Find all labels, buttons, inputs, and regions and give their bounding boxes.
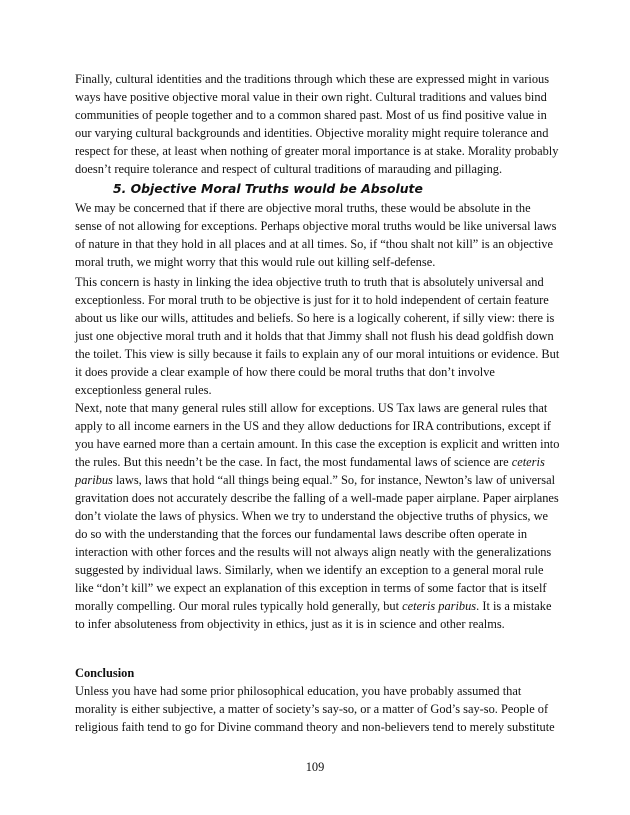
italic-term: ceteris paribus bbox=[402, 599, 477, 613]
conclusion-heading: Conclusion bbox=[75, 666, 135, 680]
paragraph-text: We may be concerned that if there are objective moral truths, these would be absolute in the sense of not allowing for exceptions. Perhaps objective moral truths would be like universal laws of nature in that they hold in all places and at all times. So, if “thou shalt not kill” is an objective moral truth, we might worry that this would rule out killing self-defense. bbox=[75, 201, 557, 269]
paragraph-text: This concern is hasty in linking the idea objective truth to truth that is absolutely universal and exceptionless. For moral truth to be objective is just for it to hold independent of certain feature about us like our wills, attitudes and beliefs. So here is a logically coherent, if silly view: there is just one objective moral truth and it holds that that Jimmy shall not flush his dead goldfish down the toilet. This view is silly because it fails to explain any of our moral intuitions or evidence. But it does provide a clear example of how there could be moral truths that don’t involve exceptionless general rules. bbox=[75, 275, 560, 397]
text-run: Next, note that many general rules still allow for exceptions. US Tax laws are general rules that apply to all income earners in the US and they allow deductions for IRA contributions, except if you have earned more than a certain amount. In this case the exception is explicit and written into the rules. But this needn’t be the case. In fact, the most fundamental laws of science are bbox=[75, 401, 560, 469]
paragraph-hasty-concern bbox=[75, 273, 560, 399]
paragraph-text: Unless you have had some prior philosophical education, you have probably assumed that morality is either subjective, a matter of society’s say-so, or a matter of God’s say-so. People of religious faith tend to go for Divine command theory and non-believers tend to merely substitute bbox=[75, 684, 555, 734]
text-run: laws, laws that hold “all things being equal.” So, for instance, Newton’s law of universal gravitation does not accurately describe the falling of a well-made paper airplane. Paper airplanes don’t violate the laws of physics. When we try to understand the objective truths of physics, we do so with the understanding that the forces our fundamental laws describe often operate in interaction with other forces and the results will not always align neatly with the generalizations suggested by individual laws. Similarly, when we identify an exception to a general moral rule like “don’t kill” we expect an explanation of this exception in terms of some factor that is itself morally compelling. Our moral rules typically hold generally, but bbox=[75, 473, 559, 613]
paragraph-text bbox=[75, 399, 560, 633]
text-run: . It is a mistake to infer absoluteness from objectivity in ethics, just as it is in science and other realms. bbox=[75, 599, 552, 631]
italic-term: ceteris paribus bbox=[75, 455, 545, 487]
page-number: 109 bbox=[305, 760, 325, 774]
paragraph-cultural-traditions bbox=[75, 70, 560, 178]
section-heading: 5. Objective Moral Truths would be Absolute bbox=[113, 181, 423, 196]
paragraph-absolute-concern bbox=[75, 199, 560, 271]
paragraph-text: Finally, cultural identities and the traditions through which these are expressed might in various ways have positive objective moral value in their own right. Cultural traditions and values bind communities of people together and to a common shared past. Most of us find positive value in our varying cultural backgrounds and identities. Objective morality might require tolerance and respect for these, at least when nothing of greater moral importance is at stake. Morality probably doesn’t require tolerance and respect of cultural traditions of marauding and pillaging. bbox=[75, 72, 559, 176]
paragraph-conclusion bbox=[75, 682, 560, 736]
paragraph-general-rules bbox=[75, 399, 560, 633]
